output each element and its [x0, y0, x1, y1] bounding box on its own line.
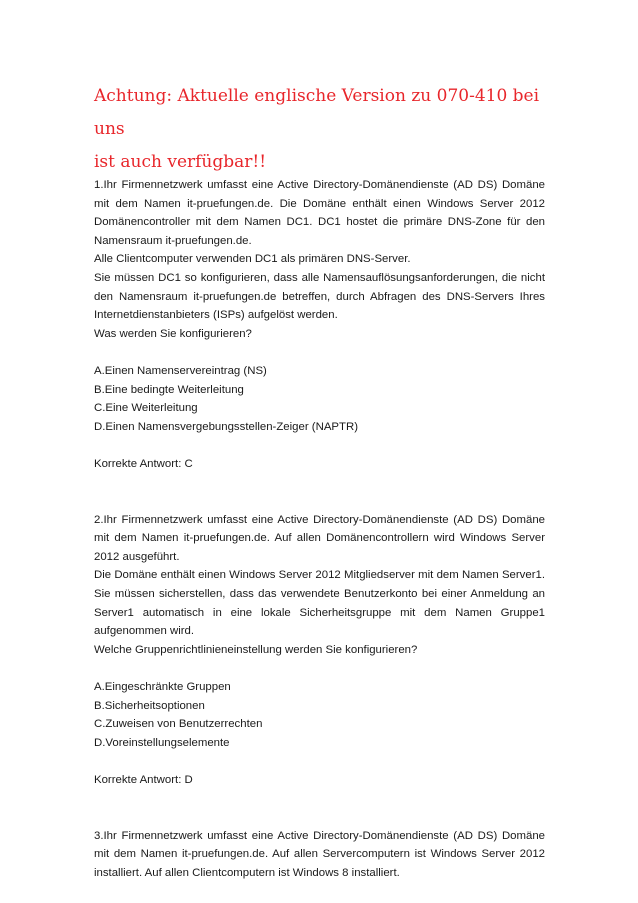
answer-option: A.Einen Namenservereintrag (NS) [94, 364, 267, 377]
answer-option: B.Sicherheitsoptionen [94, 699, 205, 712]
question-text-line: 2.Ihr Firmennetzwerk umfasst eine Active Directory-Domänendienste (AD DS) Domäne [94, 513, 545, 526]
question-text-line: mit dem Namen it-pruefungen.de. Auf allen Domänencontrollern wird Windows Server [94, 532, 545, 545]
question-1 [94, 176, 545, 474]
correct-answer: Korrekte Antwort: C [94, 457, 193, 470]
question-text-line: 1.Ihr Firmennetzwerk umfasst eine Active Directory-Domänendienste (AD DS) Domäne [94, 179, 545, 191]
answer-option: C.Zuweisen von Benutzerrechten [94, 718, 263, 731]
notice-line: ist auch verfügbar!! [94, 152, 267, 172]
question-text-line: Sie müssen DC1 so konfigurieren, dass alle Namensauflösungsanforderungen, die nicht [94, 271, 545, 284]
question-text-line: den Namensraum it-pruefungen.de betreffen, durch Abfragen des DNS-Servers Ihres [94, 290, 545, 303]
notice-line: Achtung: Aktuelle englische Version zu 070-410 bei uns [94, 86, 540, 139]
question-text-line: Was werden Sie konfigurieren? [94, 327, 252, 340]
question-text-line: installiert. Auf allen Clientcomputern ist Windows 8 installiert. [94, 866, 400, 879]
answer-option: D.Voreinstellungselemente [94, 736, 230, 749]
question-text-line: Die Domäne enthält einen Windows Server 2012 Mitgliedserver mit dem Namen Server1. [94, 569, 545, 582]
correct-answer: Korrekte Antwort: D [94, 774, 193, 786]
question-text-line: 2012 ausgeführt. [94, 550, 180, 563]
answer-option: A.Eingeschränkte Gruppen [94, 681, 231, 694]
question-text-line: Namensraum it-pruefungen.de. [94, 234, 252, 247]
question-text-line: Sie müssen sicherstellen, dass das verwendete Benutzerkonto bei einer Anmeldung an [94, 588, 545, 601]
question-text-line: Internetdienstanbieters (ISPs) aufgelöst werden. [94, 309, 338, 322]
question-text-line: Welche Gruppenrichtlinieneinstellung werden Sie konfigurieren? [94, 643, 418, 656]
answer-option: D.Einen Namensvergebungsstellen-Zeiger (NAPTR) [94, 420, 358, 433]
version-notice [94, 80, 554, 179]
answer-option: C.Eine Weiterleitung [94, 402, 198, 415]
question-text-line: Alle Clientcomputer verwenden DC1 als primären DNS-Server. [94, 253, 411, 266]
question-text-line: Domänencontroller mit dem Namen DC1. DC1 hostet die primäre DNS-Zone für den [94, 216, 545, 229]
question-text-line: aufgenommen wird. [94, 625, 195, 638]
question-text-line: mit dem Namen it-pruefungen.de. Auf allen Servercomputern ist Windows Server 2012 [94, 848, 545, 861]
question-text-line: mit dem Namen it-pruefungen.de. Die Domäne enthält einen Windows Server 2012 [94, 197, 545, 210]
document-body [94, 176, 545, 883]
question-3 [94, 827, 545, 883]
question-text-line: 3.Ihr Firmennetzwerk umfasst eine Active Directory-Domänendienste (AD DS) Domäne [94, 829, 545, 842]
question-text-line: Server1 automatisch in eine lokale Sicherheitsgruppe mit dem Namen Gruppe1 [94, 606, 545, 619]
answer-option: B.Eine bedingte Weiterleitung [94, 383, 244, 396]
question-2 [94, 511, 545, 790]
